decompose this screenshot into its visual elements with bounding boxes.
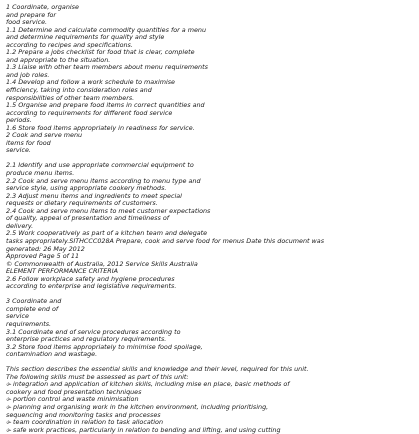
text-line: produce menu items. — [6, 169, 75, 178]
text-line: and determine requirements for quality and style — [6, 33, 165, 42]
text-line: © Commonwealth of Australia, 2012 Service Skills Australia — [6, 259, 198, 268]
element-1-block — [6, 4, 416, 155]
text-line: requests or dietary requirements of customers. — [6, 199, 158, 208]
paragraph-gap — [6, 291, 416, 299]
text-line: and prepare for — [6, 10, 57, 19]
text-line: food service. — [6, 18, 48, 27]
text-line: service — [6, 312, 29, 321]
skills-section-block — [6, 366, 416, 434]
text-line: according to recipes and specifications. — [6, 40, 133, 49]
text-line: of quality, appeal of presentation and timeliness of — [6, 214, 169, 223]
text-line: contamination and wastage. — [6, 350, 98, 359]
text-line: 1.3 Liaise with other team members about menu requirements — [6, 63, 208, 72]
text-line: periods. — [6, 116, 32, 125]
document-text — [6, 4, 416, 434]
text-line: 1.2 Prepare a jobs checklist for food that is clear, complete — [6, 48, 195, 57]
text-line: 1 Coordinate, organise — [6, 3, 79, 11]
text-line: 2.6 Follow workplace safety and hygiene procedures — [6, 274, 175, 283]
text-line: generated: 26 May 2012 — [6, 244, 85, 253]
text-line: and job roles. — [6, 70, 50, 79]
text-line: service. — [6, 146, 31, 155]
bullet-line: ⌱ integration and application of kitchen skills, including mise en place, basic methods of — [6, 380, 290, 389]
text-line: tasks appropriately.SITHCCC028A Prepare, cook and serve food for menus Date this document was — [6, 236, 325, 245]
text-line: 1.5 Organise and prepare food items in correct quantities and — [6, 101, 205, 110]
text-line: 3 Coordinate and — [6, 297, 62, 306]
element-3-block — [6, 298, 416, 358]
text-line: This section describes the essential skills and knowledge and their level, required for this unit. — [6, 365, 309, 374]
text-line: according to requirements for different food service — [6, 108, 173, 117]
text-line: service style, using appropriate cookery methods. — [6, 184, 167, 193]
text-line: 1.6 Store food items appropriately in readiness for service. — [6, 123, 195, 132]
text-line: requirements. — [6, 319, 52, 328]
text-line: and appropriate to the situation. — [6, 55, 111, 64]
text-line: cookery and food presentation techniques — [6, 387, 142, 396]
text-line: 2.3 Adjust menu items and ingredients to meet special — [6, 191, 182, 200]
text-line: 2 Cook and serve menu — [6, 131, 83, 140]
text-line: efficiency, taking into consideration roles and — [6, 86, 152, 95]
text-line: delivery. — [6, 221, 34, 230]
text-line: 2.5 Work cooperatively as part of a kitchen team and delegate — [6, 229, 208, 238]
bullet-line: ⌱ planning and organising work in the kitchen environment, including prioritising, — [6, 402, 269, 411]
text-line: according to enterprise and legislative requirements. — [6, 282, 177, 291]
text-line: 1.4 Develop and follow a work schedule to maximise — [6, 78, 175, 87]
text-line: responsibilities of other team members. — [6, 93, 135, 102]
text-line: Approved Page 5 of 11 — [6, 252, 80, 261]
text-line: The following skills must be assessed as part of this unit: — [6, 372, 189, 381]
text-line: enterprise practices and regulatory requirements. — [6, 335, 167, 344]
text-line: 2.2 Cook and serve menu items according to menu type and — [6, 176, 201, 185]
element-2-block — [6, 162, 416, 290]
text-line: 3.2 Store food items appropriately to minimise food spoilage, — [6, 342, 203, 351]
text-line: complete end of — [6, 304, 59, 313]
text-line: 2.4 Cook and serve menu items to meet customer expectations — [6, 206, 211, 215]
text-line: sequencing and monitoring tasks and processes — [6, 410, 161, 419]
text-line: ELEMENT PERFORMANCE CRITERIA — [6, 267, 119, 276]
text-line: items for food — [6, 138, 51, 147]
bullet-line: ⌱ safe work practices, particularly in relation to bending and lifting, and using cutting — [6, 425, 281, 434]
text-line: 2.1 Identify and use appropriate commercial equipment to — [6, 161, 194, 170]
text-line: 1.1 Determine and calculate commodity quantities for a menu — [6, 25, 206, 34]
bullet-line: ⌱ team coordination in relation to task allocation — [6, 418, 164, 427]
text-line: 3.1 Coordinate end of service procedures according to — [6, 327, 181, 336]
bullet-line: ⌱ portion control and waste minimisation — [6, 395, 139, 404]
